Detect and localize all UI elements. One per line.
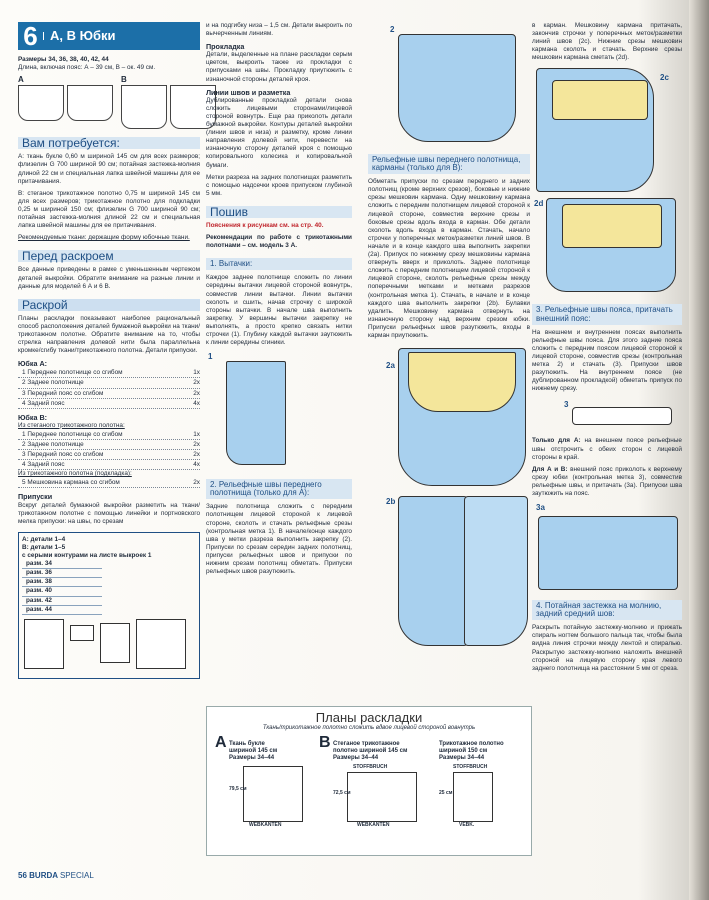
skirt-b-sub2: Из трикотажного полотна (подкладка): xyxy=(18,470,132,478)
need-rec: Рекомендуемые ткани: держащие форму юбочные ткани. xyxy=(18,234,190,242)
figure-2c xyxy=(532,66,682,196)
pattern-piece xyxy=(70,625,94,641)
side-panel-drawing xyxy=(398,496,468,646)
skirt-a-title: Юбка А: xyxy=(18,359,48,369)
need-title: Вам потребуется: xyxy=(18,137,200,149)
figure-1 xyxy=(206,351,352,471)
c4-p3: на внешнем поясе рельефные швы отстрочить с обеих сторон с лицевой стороны в край. xyxy=(532,437,682,461)
c2-p2: Дублированные прокладкой детали снова сложить лицевыми сторонами/лицевой стороной вовнутрь. Еще раз приколоть детали бумажной выкройки. Контуры деталей выкройки (линии швов и низа) и разметку, кроме линии направления долевой нити, перевести на изнаночную сторону деталей кроя с помощью копировального колесика и копировальной бумаги. xyxy=(206,96,352,169)
figure-3a xyxy=(532,502,682,592)
waistband-drawing xyxy=(572,407,672,425)
c2-h4: 1. Вытачки: xyxy=(206,258,352,270)
list-item: 5 Мешковина кармана со сгибом 2х xyxy=(18,478,200,488)
sketch-label-a: A xyxy=(18,75,24,85)
cut-title: Раскрой xyxy=(18,299,200,311)
fabric-layout xyxy=(347,772,417,822)
c2-p4: Каждое заднее полотнище сложить по линии середины вытачки лицевой стороной вовнутрь, совместив линии вытачки. Линии вытачки сколоть и сшить, начав строчку с широкой стороны вытачки. В начале шва выполнить закрепку. У вершины вытачки закрепку не выполнять, а просто крепко связать нитки строчки (1). Глубину каждой вытачки заутюжить к линии середины сгиники. xyxy=(206,274,352,347)
fabric-layout xyxy=(243,766,303,822)
c2-h5: 2. Рельефные швы переднего полотнища (только для А): xyxy=(206,479,352,499)
skirt-sketches xyxy=(18,76,200,129)
plan-letter: А xyxy=(215,734,227,751)
column-3 xyxy=(368,22,530,660)
skirt-a-back-sketch xyxy=(67,85,113,121)
size-lines xyxy=(22,560,102,615)
c4-h4: Для А и В: xyxy=(532,465,568,473)
list-item: 3 Передний пояс со сгибом 2х xyxy=(18,450,200,460)
need-b: В: стеганое трикотажное полотно 0,75 м шириной 145 см для всех размеров; трикотажное полотно для подкладки 0,25 м шириной 150 см; флизелин G 700 шириной 90 см; потайная застежка-молния длиной 22 см и специальная лапка швейной машины для ее притачивания. xyxy=(18,189,200,230)
figure-2a xyxy=(368,344,530,490)
figure-3 xyxy=(532,397,682,437)
sketch-label-b: B xyxy=(121,75,127,85)
skirt-a-list xyxy=(18,368,200,408)
back-panel-drawing xyxy=(226,361,286,465)
pocket-lining-drawing xyxy=(562,204,662,248)
figure-2 xyxy=(368,22,530,146)
list-item: 2 Заднее полотнище 2х xyxy=(18,440,200,450)
list-item: 2 Заднее полотнище 2х xyxy=(18,378,200,388)
skirt-a-front-sketch xyxy=(18,85,64,121)
plans-subtitle: Ткань/трикотажное полотно сложить вдвое лицевой стороной вовнутрь xyxy=(262,725,476,731)
column-4 xyxy=(532,22,682,677)
size-line: разм. 40 xyxy=(22,587,102,596)
c3-p1: Обметать припуски по срезам переднего и задних полотнищ (кроме верхних срезов), боковые и нижние срезы мешковин кармана. Одну мешковину кармана сложить с передним полотнищем лицевой стороной к лицевой стороне, совместив верхние срезы и боковые срезы вдоль входа в карман. Обе детали сколоть вдоль входа в карман. Стачать, начало строчки у поперечных меток/разметки линий швов. В начале и в конце каждого шва выполнить закрепки (2а). Припуск по нижнему срезу мешковины кармана отвернуть вверх и приколоть. Заднее полотнище сложить с передним полотнищем лицевой стороной к лицевой стороне, сколоть рельефные срезы между поперечными метками и метками разрезов (контрольная метка 1). Стачать, в начале и в конце каждого шва выполнить закрепки (2b). Булавки удалить. Мешковину кармана отвернуть на изнаночную сторону над верхним срезом юбки. Припуски рельефных швов разутюжить, входы в карман приутюжить. xyxy=(368,178,530,339)
figure-number: 3a xyxy=(536,503,545,513)
skirt-b-sub1: Из стеганого трикотажного полотна: xyxy=(18,421,125,429)
figure-2d xyxy=(532,196,682,296)
figure-number: 2c xyxy=(660,73,669,83)
list-item: 4 Задний пояс 4х xyxy=(18,460,200,470)
cutting-plans xyxy=(206,706,532,856)
c2-text0: и на подгибку низа – 1,5 см. Детали выкроить по вычерченным линиям. xyxy=(206,22,352,38)
c2-p3: Метки разреза на задних полотнищах разметить с помощью надсечки кроев припуском глубиной 5 мм. xyxy=(206,173,352,197)
back-panel-drawing xyxy=(464,496,528,646)
pattern-piece xyxy=(100,623,130,663)
size-line: разм. 44 xyxy=(22,606,102,615)
pocket-facing-drawing xyxy=(552,80,648,120)
allow-title: Припуски xyxy=(18,492,53,502)
brand-special: SPECIAL xyxy=(59,871,94,880)
c4-t1: в карман. Мешковину кармана притачать, закончив строчки у поперечных меток/разметки линий швов (2c). Нижние срезы мешковин кармана сколоть и стачать. Верхние срезы мешковин кармана сметать (2d). xyxy=(532,22,682,62)
c3-h1: Рельефные швы переднего полотнища, карманы (только для В): xyxy=(368,154,530,174)
fabric-layout xyxy=(453,772,493,822)
pattern-piece xyxy=(136,619,186,669)
legend-b: В: детали 1–5 xyxy=(22,543,66,551)
size-legend-box xyxy=(18,532,200,679)
plan-c: Трикотажное полотно шириной 150 см Размеры 34–44 STOFFBRUCH 25 см VEBK. xyxy=(439,741,504,828)
c4-p5: Раскрыть потайную застежку-молнию и прижать спираль ногтем большого пальца так, чтобы была видна линия строчки между лентой и спиралью. Раскрытую застежку-молнию наложить внешней стороной на лицевую сторону края левого заднего полотнища на расстоянии 5 мм от среза. xyxy=(532,624,682,672)
legend-a: А: детали 1–4 xyxy=(22,535,66,543)
before-text: Все данные приведены в рамке с уменьшенным чертежом деталей выкройки. Обратите внимание на разные линии и данные для моделей 6 А и 6 В. xyxy=(18,266,200,290)
book-spine-shadow xyxy=(689,0,709,900)
waistband-attached-drawing xyxy=(538,516,678,590)
plan-b: В Стеганое трикотажное полотно шириной 145 см Размеры 34–44 STOFFBRUCH 72,5 см WEBKANTEN xyxy=(333,741,433,828)
model-title: А, В Юбки xyxy=(50,27,116,43)
c4-h5: 4. Потайная застежка на молнию, задний средний шов: xyxy=(532,600,682,620)
sizes-length: Длина, включая пояс: А – 39 см, В – ок. 49 см. xyxy=(18,64,156,72)
sizes-title: Размеры 34, 36, 38, 40, 42, 44 xyxy=(18,56,109,63)
legend-c: с серыми контурами на листе выкроек 1 xyxy=(22,552,152,560)
list-item: 1 Переднее полотнище со сгибом 1х xyxy=(18,368,200,378)
section-header xyxy=(18,22,200,50)
illustrations-note: Пояснения к рисункам см. на стр. 40. xyxy=(206,221,324,229)
plans-title: Планы раскладки xyxy=(315,710,423,725)
size-line: разм. 42 xyxy=(22,597,102,606)
pattern-miniature xyxy=(22,615,196,675)
brand: BURDA xyxy=(29,871,58,880)
figure-number: 1 xyxy=(208,352,213,362)
plan-letter: В xyxy=(319,734,331,751)
figure-number: 2a xyxy=(386,361,395,371)
page-number: 56 xyxy=(18,871,27,880)
figure-number: 2 xyxy=(390,25,395,34)
figure-2b xyxy=(368,490,530,660)
need-a: А: ткань букле 0,60 м шириной 145 см для всех размеров; флизелин G 700 шириной 90 см; потайная застежка-молния длиной 22 см и специальная лапка швейной машины для ее притачивания. xyxy=(18,153,200,185)
page-footer xyxy=(18,871,94,880)
plan-a: А Ткань букле шириной 145 см Размеры 34–44 79,5 см WEBKANTEN xyxy=(229,741,329,828)
skirt-b-title: Юбка В: xyxy=(18,412,48,422)
size-line: разм. 34 xyxy=(22,560,102,569)
pattern-piece xyxy=(24,619,64,669)
sew-title: Пошив xyxy=(206,206,352,218)
allow-text: Вскруг деталей бумажной выкройки разметить на ткани/трикотажном полотне с помощью линейки и портновского мелка припуски: на швы, по срезам xyxy=(18,501,200,525)
list-item: 1 Переднее полотнище со сгибом 1х xyxy=(18,430,200,440)
pocket-lining-drawing xyxy=(408,352,516,412)
figure-number: 2b xyxy=(386,497,396,507)
figure-number: 3 xyxy=(564,400,569,410)
size-line: разм. 36 xyxy=(22,569,102,578)
before-title: Перед раскроем xyxy=(18,250,200,262)
skirt-front-drawing xyxy=(398,34,516,142)
list-item: 4 Задний пояс 4х xyxy=(18,399,200,409)
c4-p2: На внешнем и внутреннем поясах выполнить рельефные швы пояса. Для этого задние пояса сложить с передним поясом лицевой стороной к лицевой стороне, совместив срезы (контрольная метка 2) и стачать (3). Припуски швов разутюжить. На внутреннем поясе (не дублированном прокладкой) обметать припуск по нижнему срезу. xyxy=(532,328,682,393)
c2-p1: Детали, выделенные на плане раскладки серым цветом, выкроить также из прокладки с припусками на швы. Прокладку приутюжить с изнаночной стороны деталей кроя. xyxy=(206,51,352,83)
c2-h1: Прокладка xyxy=(206,42,245,52)
figure-number: 2d xyxy=(534,199,544,209)
c2-p5: Задние полотнища сложить с передним полотнищем лицевой стороной к лицевой стороне, сколоть и стачать рельефные срезы (контрольная метка 1). В начале/конце каждого шва у метки разреза выполнить закрепку (2). Припуски по срезам середин задних полотнищ, припуски рельефных швов и припуски по нижним срезам полотнищ обметать. Припуски рельефных швов разутюжить. xyxy=(206,503,352,576)
c4-h2: 3. Рельефные швы пояса, притачать внешний пояс: xyxy=(532,304,682,324)
cut-text: Планы раскладки показывают наиболее рациональный способ расположения деталей бумажной выкройки на ткани/трикотажном полотне. Обратите внимание на то, чтобы стрелка направления долевой нити была параллельна кромке/сгибу ткани/трикотажного полотна. Детали припуски. xyxy=(18,314,200,355)
column-2 xyxy=(206,22,352,580)
column-1 xyxy=(18,22,200,679)
size-line: разм. 38 xyxy=(22,578,102,587)
c4-h3: Только для А: xyxy=(532,437,581,445)
list-item: 3 Передний пояс со сгибом 2х xyxy=(18,389,200,399)
skirt-b-list xyxy=(18,430,200,470)
skirt-b-front-sketch xyxy=(121,85,167,129)
c4-p4: внешний пояс приколоть к верхнему срезу юбки (контрольная метка 3), совместив рельефные швы, и притачать (3а). Припуски шва заутюжить на пояс. xyxy=(532,465,682,497)
model-number: 6 xyxy=(18,32,44,40)
c2-h3: Рекомендации по работе с трикотажными полотнами – см. модель 3 А. xyxy=(206,234,352,250)
c2-h2: Линии швов и разметка xyxy=(206,87,291,97)
